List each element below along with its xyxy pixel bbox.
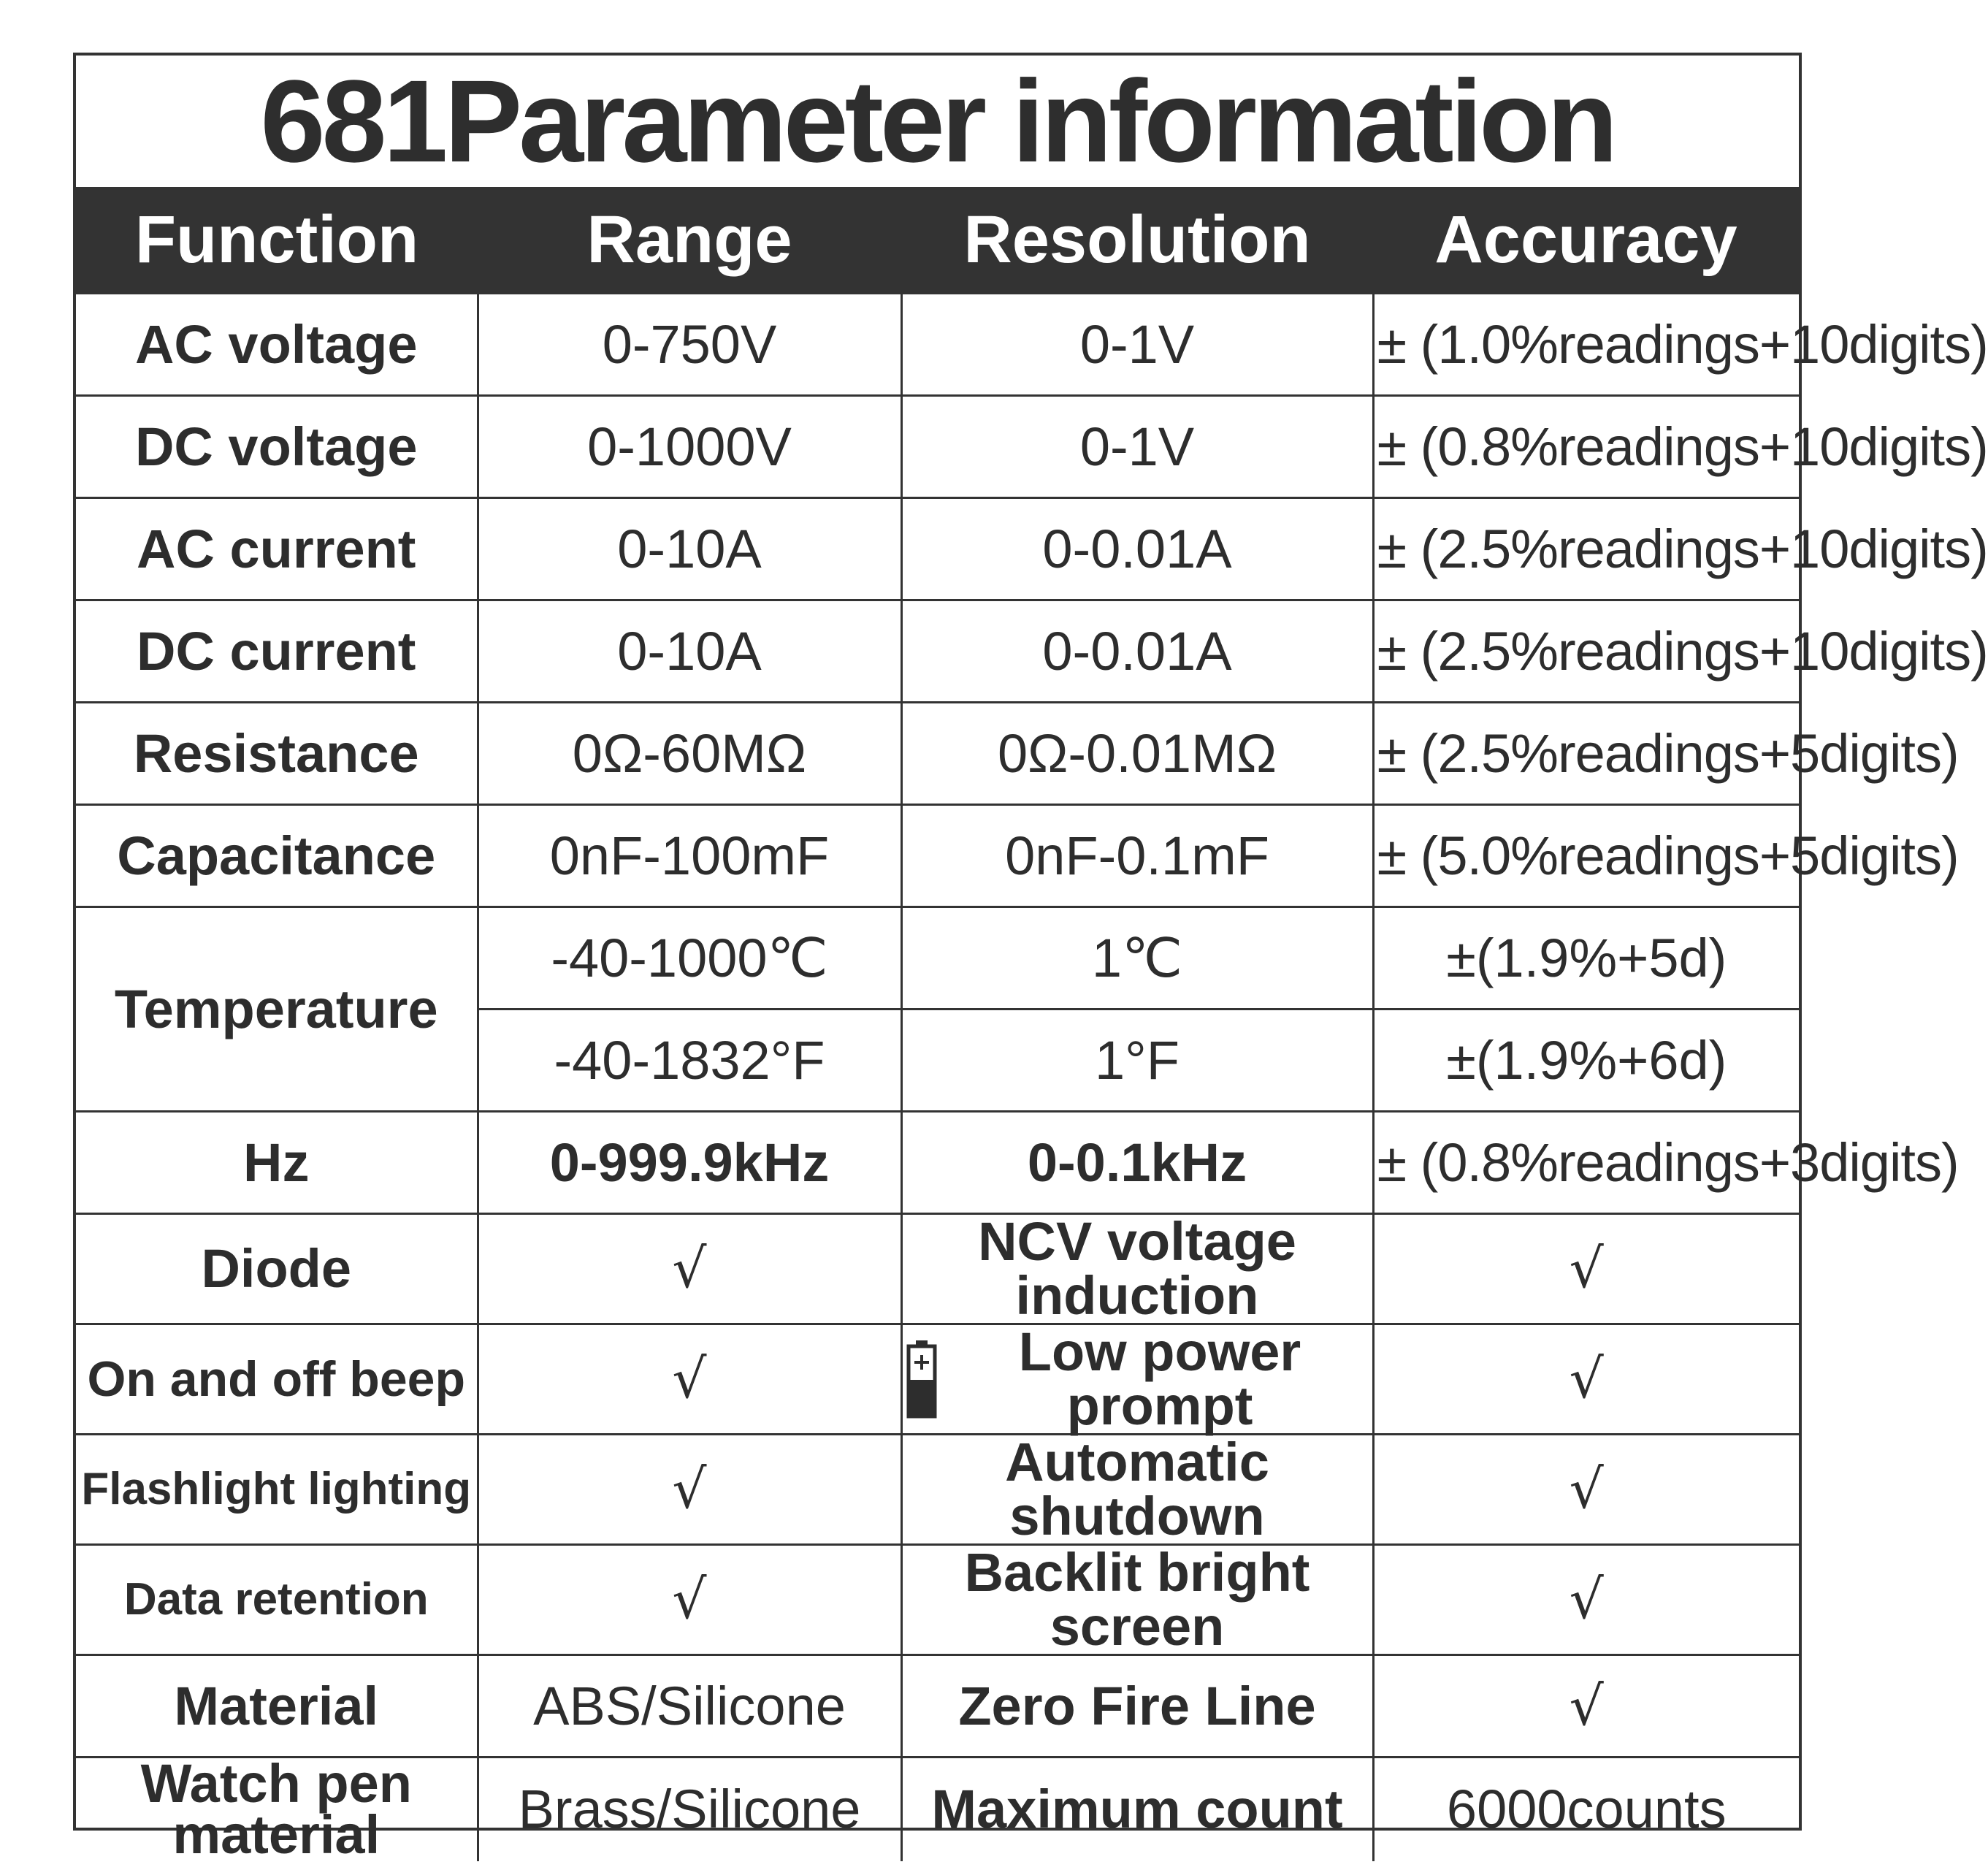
range-cell: -40-1832°F bbox=[478, 1010, 901, 1112]
feature-cell: Zero Fire Line bbox=[901, 1655, 1373, 1758]
function-cell: Watch pen material bbox=[76, 1758, 478, 1861]
range-cell: 0-10A bbox=[478, 498, 901, 600]
check-mark-icon: √ bbox=[1373, 1545, 1799, 1655]
table-row bbox=[76, 703, 1799, 805]
header-function: Function bbox=[76, 187, 478, 294]
range-cell: 0-750V bbox=[478, 294, 901, 396]
function-cell: On and off beep bbox=[76, 1324, 478, 1435]
resolution-cell: 0Ω-0.01MΩ bbox=[901, 703, 1373, 805]
range-cell: 0Ω-60MΩ bbox=[478, 703, 901, 805]
table-row bbox=[76, 1435, 1799, 1545]
page-title: 681Parameter information bbox=[260, 56, 1615, 186]
table-row bbox=[76, 294, 1799, 396]
function-cell: Flashlight lighting bbox=[76, 1435, 478, 1545]
resolution-cell: 0nF-0.1mF bbox=[901, 805, 1373, 907]
function-cell: Resistance bbox=[76, 703, 478, 805]
resolution-cell: 1℃ bbox=[901, 907, 1373, 1010]
accuracy-cell: ± (2.5%readings+10digits) bbox=[1373, 600, 1799, 703]
resolution-cell: 0-1V bbox=[901, 396, 1373, 498]
feature-label: Low power prompt bbox=[1018, 1321, 1301, 1436]
accuracy-cell: ±(1.9%+6d) bbox=[1373, 1010, 1799, 1112]
header-range: Range bbox=[478, 187, 901, 294]
range-cell: ABS/Silicone bbox=[478, 1655, 901, 1758]
max-count-cell: 6000counts bbox=[1373, 1758, 1799, 1861]
feature-cell: Maximum count bbox=[901, 1758, 1373, 1861]
function-cell: Diode bbox=[76, 1214, 478, 1324]
table-row bbox=[76, 1324, 1799, 1435]
resolution-cell: 1°F bbox=[901, 1010, 1373, 1112]
table-row bbox=[76, 600, 1799, 703]
function-cell: Capacitance bbox=[76, 805, 478, 907]
header-accuracy: Accuracy bbox=[1373, 187, 1799, 294]
table-row bbox=[76, 907, 1799, 1010]
check-mark-icon: √ bbox=[478, 1435, 901, 1545]
range-cell: 0-999.9kHz bbox=[478, 1112, 901, 1214]
check-mark-icon: √ bbox=[1373, 1435, 1799, 1545]
check-mark-icon: √ bbox=[1373, 1324, 1799, 1435]
function-cell: Data retention bbox=[76, 1545, 478, 1655]
accuracy-cell: ± (2.5%readings+5digits) bbox=[1373, 703, 1799, 805]
check-mark-icon: √ bbox=[478, 1324, 901, 1435]
check-mark-icon: √ bbox=[478, 1545, 901, 1655]
function-cell: Material bbox=[76, 1655, 478, 1758]
feature-cell: NCV voltage induction bbox=[901, 1214, 1373, 1324]
accuracy-cell: ± (0.8%readings+3digits) bbox=[1373, 1112, 1799, 1214]
range-cell: Brass/Silicone bbox=[478, 1758, 901, 1861]
function-cell: AC voltage bbox=[76, 294, 478, 396]
table-row bbox=[76, 805, 1799, 907]
resolution-cell: 0-0.01A bbox=[901, 498, 1373, 600]
table-row bbox=[76, 1758, 1799, 1861]
table-row bbox=[76, 1655, 1799, 1758]
check-mark-icon: √ bbox=[1373, 1214, 1799, 1324]
function-cell: AC current bbox=[76, 498, 478, 600]
accuracy-cell: ± (5.0%readings+5digits) bbox=[1373, 805, 1799, 907]
accuracy-cell: ± (2.5%readings+10digits) bbox=[1373, 498, 1799, 600]
table-row bbox=[76, 498, 1799, 600]
range-cell: 0-10A bbox=[478, 600, 901, 703]
feature-cell bbox=[901, 1321, 1373, 1436]
function-cell: Hz bbox=[76, 1112, 478, 1214]
feature-cell: Automatic shutdown bbox=[901, 1435, 1373, 1545]
parameter-table bbox=[76, 187, 1988, 1866]
function-cell: Temperature bbox=[76, 907, 478, 1112]
check-mark-icon: √ bbox=[478, 1214, 901, 1324]
resolution-cell: 0-0.01A bbox=[901, 600, 1373, 703]
accuracy-cell: ±(1.9%+5d) bbox=[1373, 907, 1799, 1010]
resolution-cell: 0-0.1kHz bbox=[901, 1112, 1373, 1214]
range-cell: 0nF-100mF bbox=[478, 805, 901, 907]
range-cell: -40-1000℃ bbox=[478, 907, 901, 1010]
header-resolution: Resolution bbox=[901, 187, 1373, 294]
battery-icon bbox=[906, 1339, 938, 1419]
table-row bbox=[76, 396, 1799, 498]
check-mark-icon: √ bbox=[1373, 1655, 1799, 1758]
accuracy-cell: ± (1.0%readings+10digits) bbox=[1373, 294, 1799, 396]
header-row bbox=[76, 187, 1799, 294]
table-row bbox=[76, 1112, 1799, 1214]
table-row bbox=[76, 1214, 1799, 1324]
resolution-cell: 0-1V bbox=[901, 294, 1373, 396]
spec-sheet-frame bbox=[73, 53, 1988, 1866]
function-cell: DC voltage bbox=[76, 396, 478, 498]
table-row bbox=[76, 1545, 1799, 1655]
feature-cell: Backlit bright screen bbox=[901, 1545, 1373, 1655]
range-cell: 0-1000V bbox=[478, 396, 901, 498]
function-cell: DC current bbox=[76, 600, 478, 703]
accuracy-cell: ± (0.8%readings+10digits) bbox=[1373, 396, 1799, 498]
